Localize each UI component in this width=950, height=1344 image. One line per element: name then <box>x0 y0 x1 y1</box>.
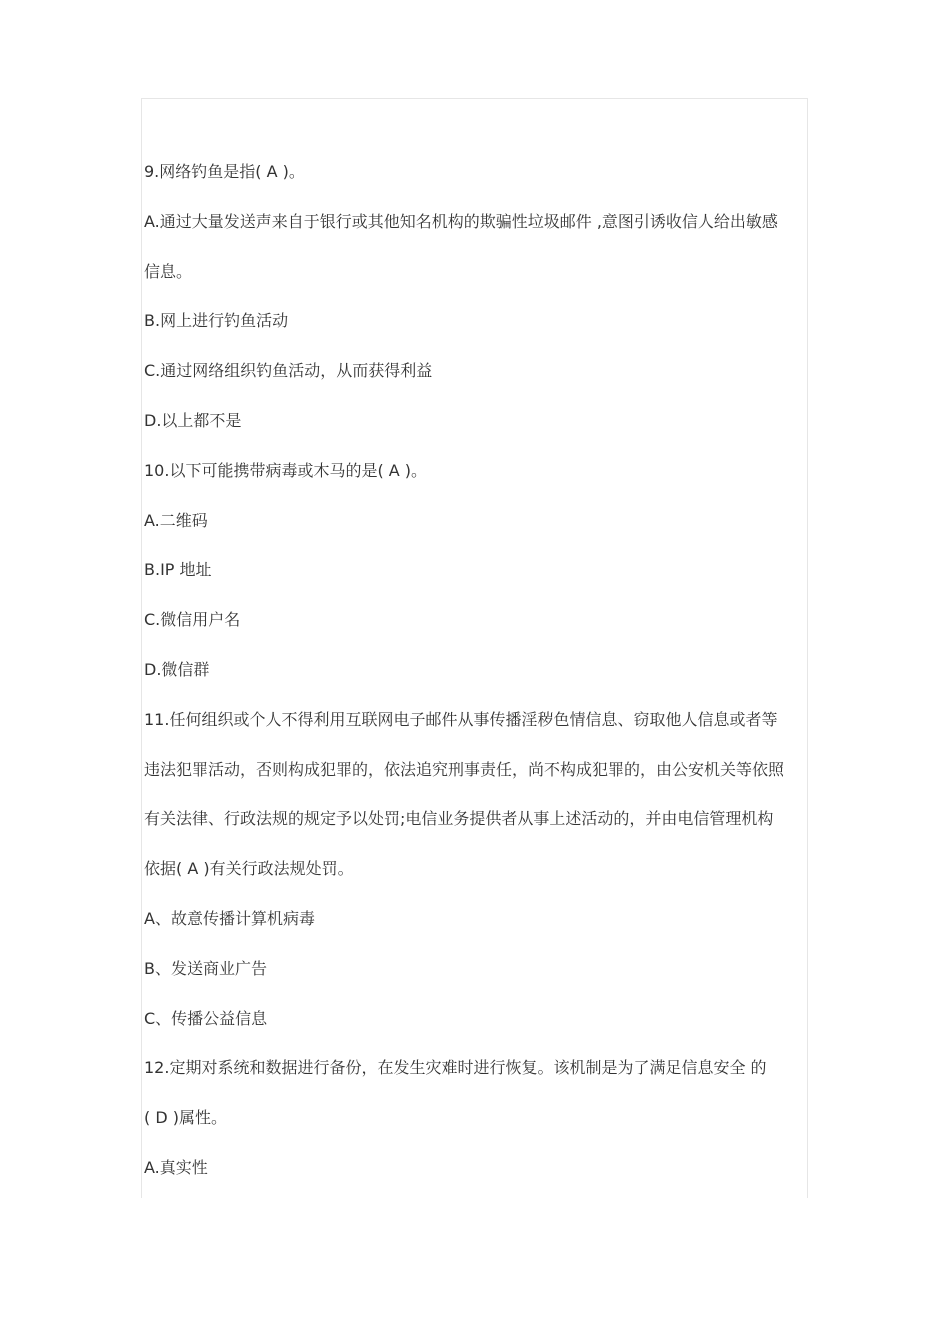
question-11-option-b: B、发送商业广告 <box>144 958 267 978</box>
question-11-option-a: A、故意传播计算机病毒 <box>144 908 315 928</box>
question-12-title-cont: ( D )属性。 <box>144 1108 227 1128</box>
question-9-option-d: D.以上都不是 <box>144 410 242 430</box>
question-12-title: 12.定期对系统和数据进行备份，在发生灾难时进行恢复。该机制是为了满足信息安全 的 <box>144 1058 767 1078</box>
question-10-option-d: D.微信群 <box>144 659 210 679</box>
question-9-title: 9.网络钓鱼是指( A )。 <box>144 162 305 181</box>
question-11-title-cont-2: 有关法律、行政法规的规定予以处罚;电信业务提供者从事上述活动的，并由电信管理机构 <box>144 809 774 829</box>
question-11-option-c: C、传播公益信息 <box>144 1008 268 1028</box>
question-12-option-a: A.真实性 <box>144 1157 208 1177</box>
question-11-title-cont-1: 违法犯罪活动，否则构成犯罪的，依法追究刑事责任，尚不构成犯罪的，由公安机关等依照 <box>144 759 785 779</box>
document-body <box>144 160 824 1206</box>
question-10-option-c: C.微信用户名 <box>144 610 241 630</box>
question-9-option-b: B.网上进行钓鱼活动 <box>144 311 289 331</box>
question-10-option-b: B.IP 地址 <box>144 560 212 580</box>
question-11-title-cont-3: 依据( A )有关行政法规处罚。 <box>144 859 354 879</box>
question-10-title: 10.以下可能携带病毒或木马的是( A )。 <box>144 460 428 480</box>
question-10-option-a: A.二维码 <box>144 510 208 530</box>
question-9-option-c: C.通过网络组织钓鱼活动，从而获得利益 <box>144 361 433 381</box>
question-9-option-a-cont: 信息。 <box>144 261 193 281</box>
question-9-option-a: A.通过大量发送声来自于银行或其他知名机构的欺骗性垃圾邮件 ,意图引诱收信人给出敏感 <box>144 211 778 231</box>
question-11-title: 11.任何组织或个人不得利用互联网电子邮件从事传播淫秽色情信息、窃取他人信息或者等 <box>144 709 778 729</box>
